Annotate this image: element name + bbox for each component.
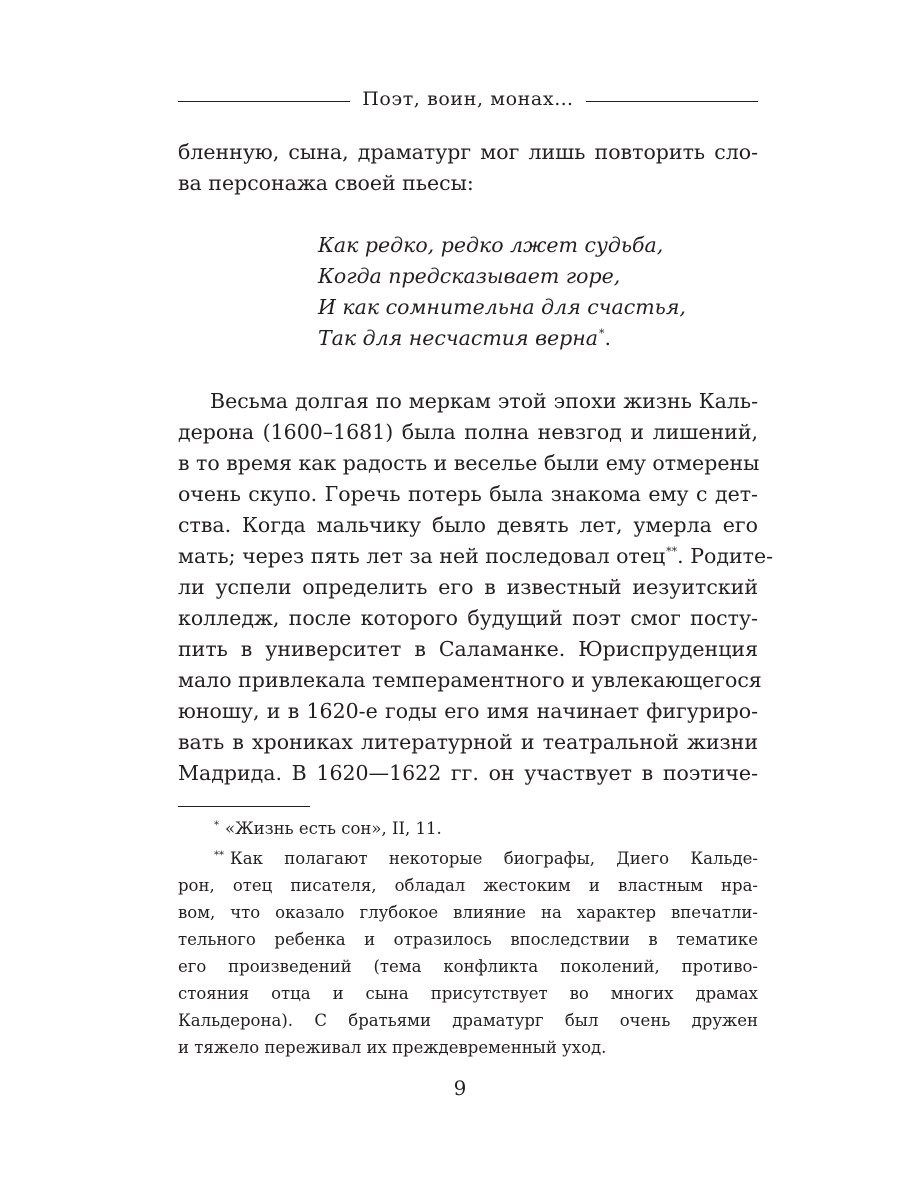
paragraph-line: вать в хрониках литературной и театральной жизни <box>178 730 758 754</box>
footnote-text: «Жизнь есть сон», II, 11. <box>225 819 442 838</box>
footnote-ref-2[interactable]: ** <box>666 545 678 558</box>
footnote-2-line: вом, что оказало глубокое влияние на характер впечатли- <box>178 903 758 922</box>
verse-line <box>318 323 611 353</box>
intro-line: бленную, сына, драматург мог лишь повторить сло- <box>178 140 758 164</box>
footnote-ref-1[interactable]: * <box>599 327 605 340</box>
footnote-2-line: Кальдерона). С братьями драматург был очень дружен <box>178 1011 758 1030</box>
footnote-1 <box>214 815 758 842</box>
verse-end-punct: . <box>604 326 612 350</box>
paragraph-line: мало привлекала темпераментного и увлекающегося <box>178 668 762 692</box>
paragraph-line: юношу, и в 1620-е годы его имя начинает фигуриро- <box>178 699 758 723</box>
footnote-mark: * <box>214 820 219 831</box>
footnote-mark: ** <box>214 850 224 861</box>
footnote-2-line: его произведений (тема конфликта поколений, противо- <box>178 957 758 976</box>
paragraph-line-part: мать; через пять лет за ней последовал отец <box>178 544 666 568</box>
footnote-separator <box>178 806 310 807</box>
paragraph-line: пить в университет в Саламанке. Юриспруденция <box>178 637 758 661</box>
paragraph-line: дерона (1600–1681) была полна невзгод и лишений, <box>178 420 758 444</box>
paragraph-line: Весьма долгая по меркам этой эпохи жизнь Каль- <box>210 389 758 413</box>
paragraph-line <box>178 541 774 571</box>
verse-line-text: Так для несчастия верна <box>318 326 599 350</box>
paragraph-line: в то время как радость и веселье были ему отмерены <box>178 451 760 475</box>
footnote-2-line: и тяжело переживал их преждевременный уход. <box>178 1038 607 1057</box>
page-number: 9 <box>453 1076 467 1100</box>
footnote-2-line: рон, отец писателя, обладал жестоким и властным нра- <box>178 876 758 895</box>
paragraph-line: ства. Когда мальчику было девять лет, умерла его <box>178 513 758 537</box>
intro-line: ва персонажа своей пьесы: <box>178 171 474 195</box>
paragraph-line: очень скупо. Горечь потерь была знакома ему с дет- <box>178 482 758 506</box>
paragraph-line: ли успели определить его в известный иезуитский <box>178 575 758 599</box>
paragraph-line-part: . Родите- <box>677 544 774 568</box>
footnote-text: Как полагают некоторые биографы, Диего Кальде- <box>230 849 758 868</box>
footnote-2-line <box>214 845 758 872</box>
paragraph-line: колледж, после которого будущий поэт смог посту- <box>178 606 758 630</box>
verse-line: Когда предсказывает горе, <box>318 264 621 288</box>
paragraph-line: Мадрида. В 1620—1622 гг. он участвует в поэтиче- <box>178 761 758 785</box>
running-head-right-rule <box>586 101 758 102</box>
footnote-2-line: тельного ребенка и отразилось впоследствии в тематике <box>178 930 758 949</box>
footnote-2-line: стояния отца и сына присутствует во многих драмах <box>178 984 758 1003</box>
running-head-left-rule <box>178 101 350 102</box>
running-head-title: Поэт, воин, монах… <box>362 88 574 110</box>
running-head <box>178 84 758 114</box>
verse-line: И как сомнительна для счастья, <box>318 295 686 319</box>
verse-line: Как редко, редко лжет судьба, <box>318 233 664 257</box>
